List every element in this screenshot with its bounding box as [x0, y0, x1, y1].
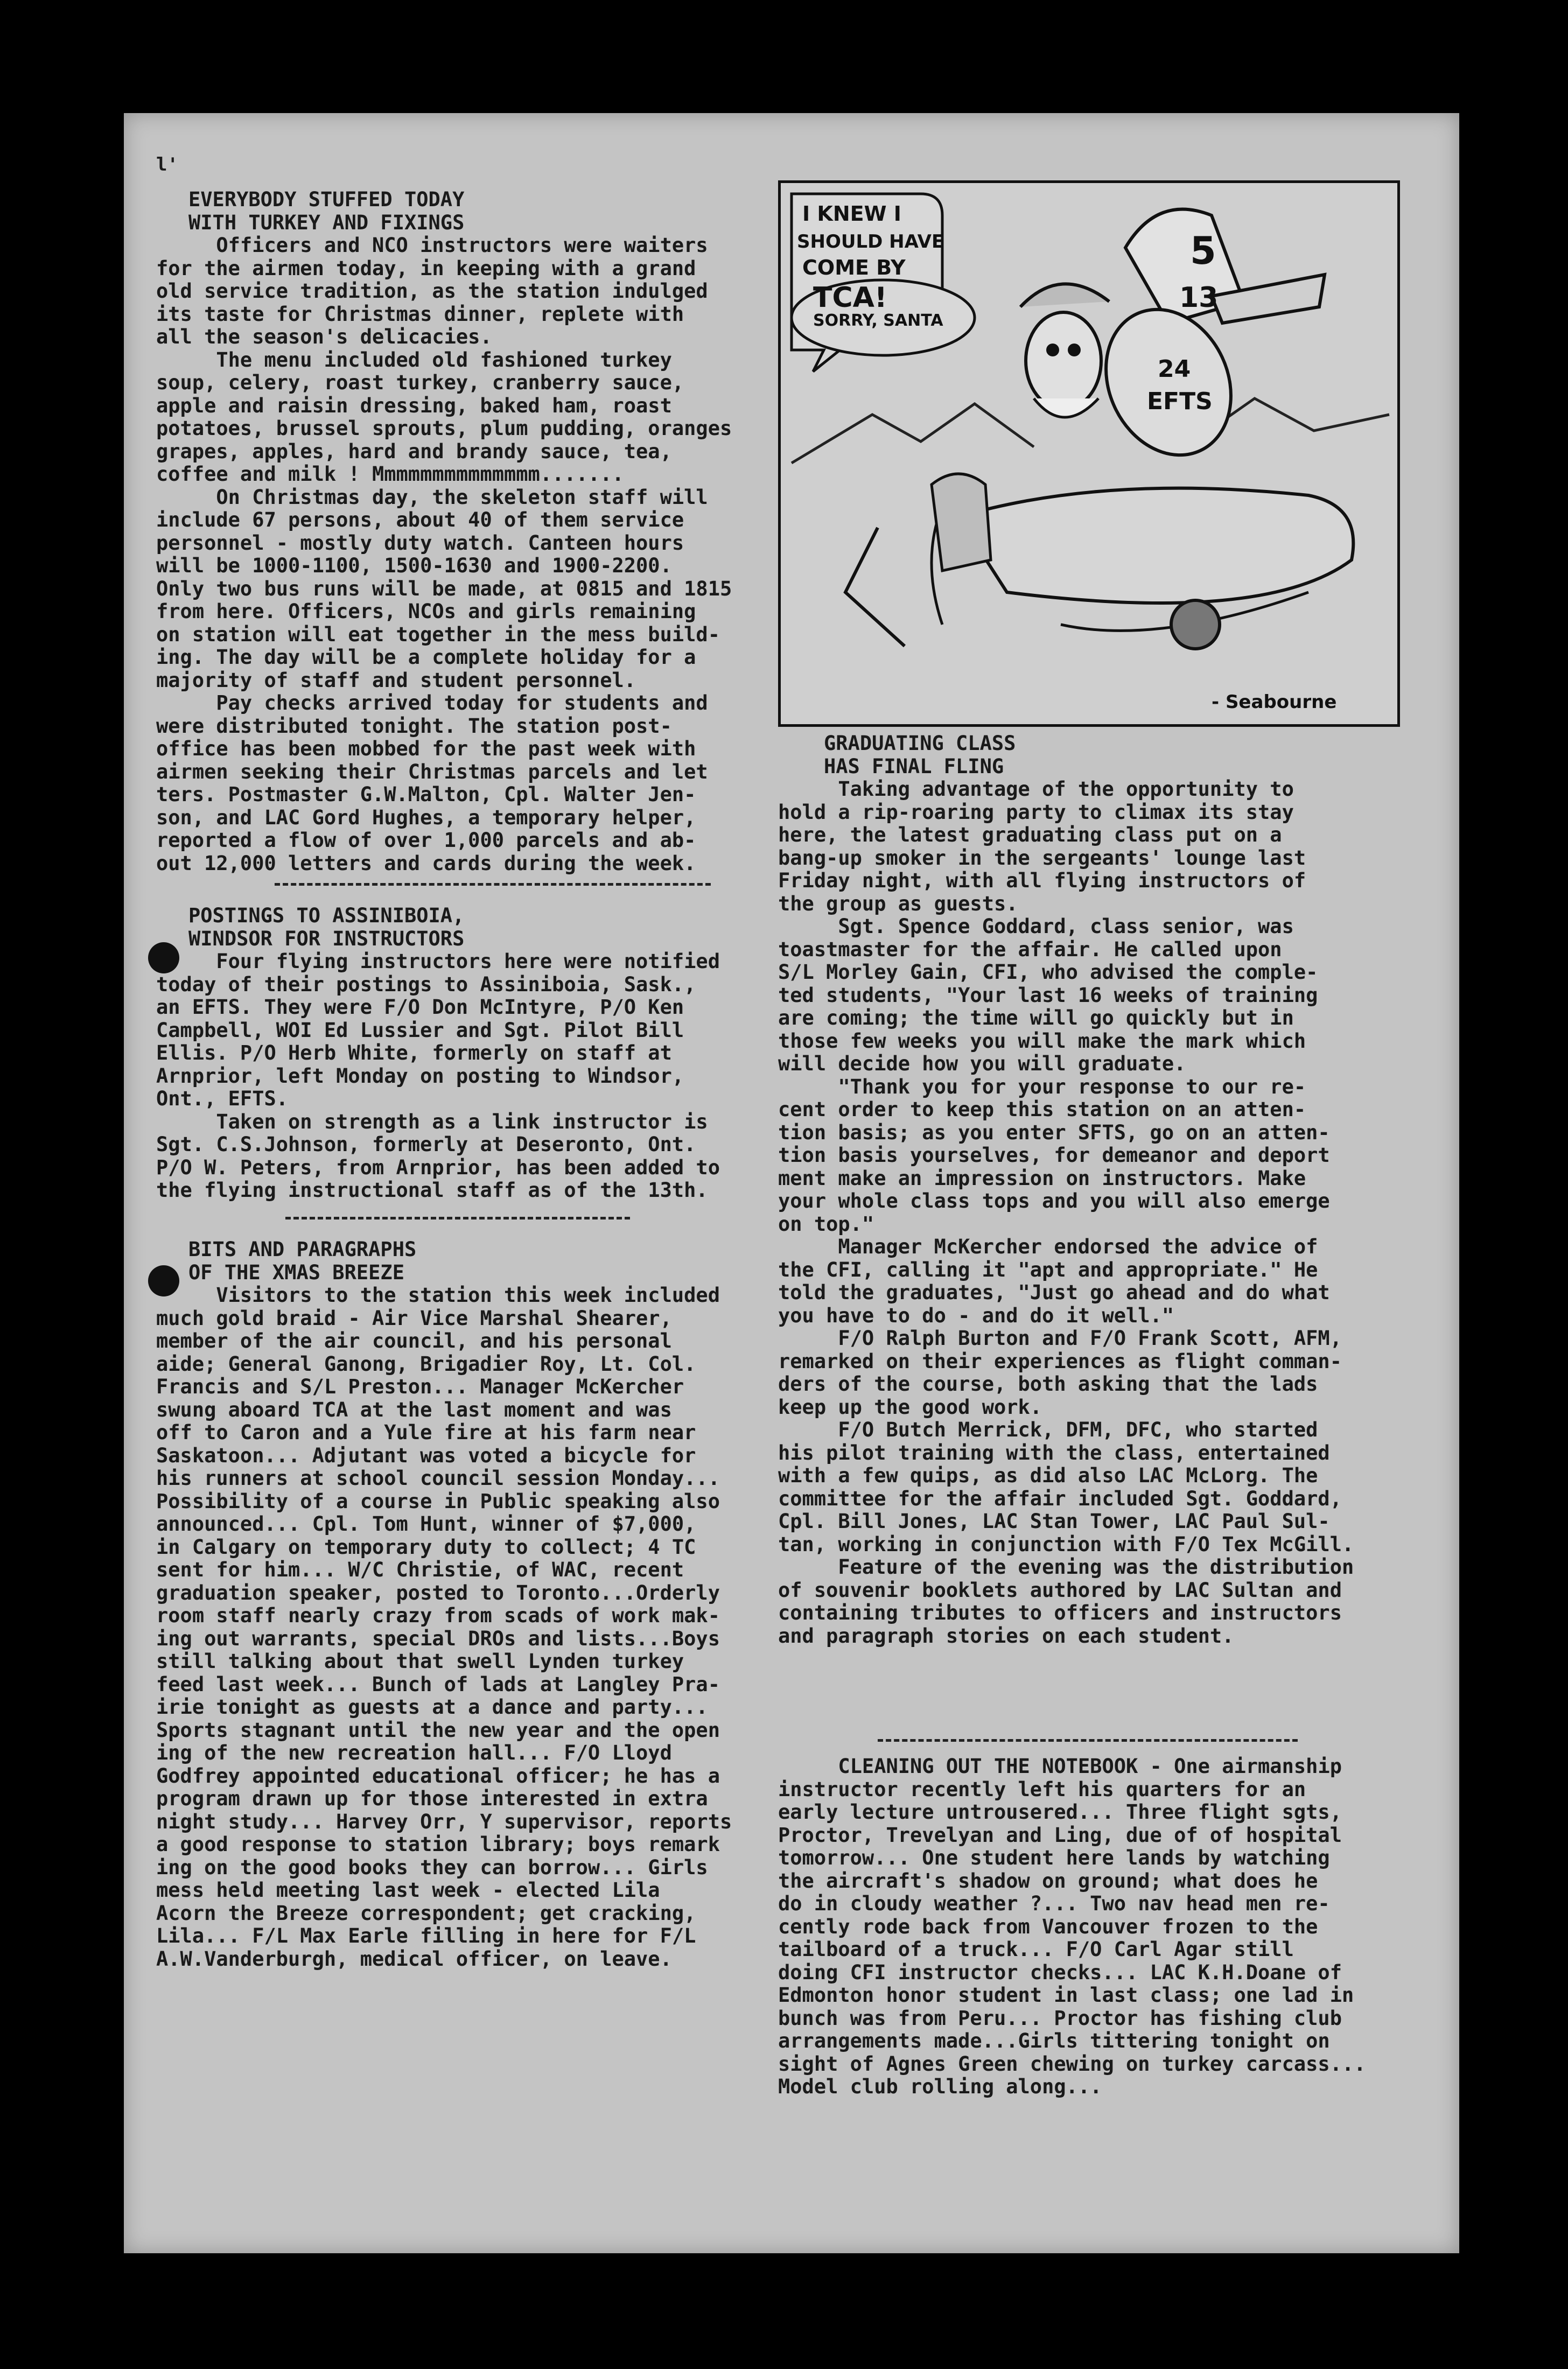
- cartoon-signature: - Seabourne: [1212, 691, 1337, 713]
- cartoon-hat-label: 5: [1190, 229, 1216, 273]
- article-bits-body: Visitors to the station this week included much gold braid - Air Vice Marshal Shearer, member of the air council, and his personal aide; General Ganong, Brigadier Roy, Lt. Col. Francis and S/L Preston... Manager McKercher swung aboard TCA at the last moment and was off to Caron and a Yule fire at his farm near Saskatoon... Adjutant was voted a bicycle for his runners at school council session Monday... Possibility of a course in Public speaking also announced... Cpl. Tom Hunt, winner of $7,000, in Calgary on temporary duty to collect; 4 TC sent for him... W/C Christie, of WAC, recent graduation speaker, posted to Toronto...Orderly room staff nearly crazy from scads of work mak- ing out warrants, special DROs and lists...Boys still talking about that swell Lynden turkey feed last week... Bunch of lads at Langley Pra- irie tonight as guests at a dance and party... Sports stagnant until the new year and the open ing of the new recreation hall... F/O Lloyd Godfrey appointed educational officer; he has a program drawn up for those interested in extra night study... Harvey Orr, Y supervisor, reports a good response to station library; boys remark ing on the good books they can borrow... Girls mess held meeting last week - elected Lila Acorn the Breeze correspondent; get cracking, Lila... F/L Max Earle filling in here for F/L A.W.Vanderburgh, medical officer, on leave.: [156, 1284, 732, 1971]
- cartoon-sack-label: 24: [1158, 355, 1191, 383]
- cartoon-bubble-line: SHOULD HAVE: [797, 231, 944, 253]
- cartoon-sack-label: EFTS: [1147, 388, 1213, 415]
- headline-turkey: EVERYBODY STUFFED TODAY WITH TURKEY AND FIXINGS: [188, 188, 465, 234]
- headline-graduating: GRADUATING CLASS HAS FINAL FLING: [824, 732, 1016, 778]
- cartoon-hat-number: 13: [1179, 282, 1219, 314]
- page-mark: l': [156, 154, 178, 176]
- divider: [878, 1739, 1298, 1742]
- headline-bits: BITS AND PARAGRAPHS OF THE XMAS BREEZE: [188, 1238, 417, 1284]
- cartoon-drawing: [781, 183, 1397, 724]
- cartoon-bubble-line: TCA!: [813, 282, 887, 314]
- newsletter-page: [124, 113, 1459, 2253]
- cartoon-bubble-line: I KNEW I: [802, 202, 901, 226]
- cartoon-panel: [778, 180, 1400, 727]
- cartoon-bubble-2: SORRY, SANTA: [813, 311, 943, 330]
- divider: [285, 1217, 630, 1219]
- article-turkey-body: Officers and NCO instructors were waiters for the airmen today, in keeping with a grand old service tradition, as the station indulged its taste for Christmas dinner, replete with all the season's delicacies. The menu included old fashioned turkey soup, celery, roast turkey, cranberry sauce, apple and raisin dressing, baked ham, roast potatoes, brussel sprouts, plum pudding, oranges grapes, apples, hard and brandy sauce, tea, coffee and milk ! Mmmmmmmmmmmmmm....... On Christmas day, the skeleton staff will include 67 persons, about 40 of them service personnel - mostly duty watch. Canteen hours will be 1000-1100, 1500-1630 and 1900-2200. Only two bus runs will be made, at 0815 and 1815 from here. Officers, NCOs and girls remaining on station will eat together in the mess build- ing. The day will be a complete holiday for a majority of staff and student personnel. Pay checks arrived today for students and were distributed tonight. The station post- office has been mobbed for the past week with airmen seeking their Christmas parcels and let ters. Postmaster G.W.Malton, Cpl. Walter Jen- son, and LAC Gord Hughes, a temporary helper, reported a flow of over 1,000 parcels and ab- out 12,000 letters and cards during the week.: [156, 234, 732, 875]
- article-notebook-body: CLEANING OUT THE NOTEBOOK - One airmanship instructor recently left his quarters for an early lecture untrousered... Three flight sgts, Proctor, Trevelyan and Ling, due of of hospital tomorrow... One student here lands by watching the aircraft's shadow on ground; what does he do in cloudy weather ?... Two nav head men re- cently rode back from Vancouver frozen to the tailboard of a truck... F/O Carl Agar still doing CFI instructor checks... LAC K.H.Doane of Edmonton honor student in last class; one lad in bunch was from Peru... Proctor has fishing club arrangements made...Girls tittering tonight on sight of Agnes Green chewing on turkey carcass... Model club rolling along...: [778, 1755, 1366, 2098]
- article-graduating-body: Taking advantage of the opportunity to hold a rip-roaring party to climax its stay here, the latest graduating class put on a bang-up smoker in the sergeants' lounge last Friday night, with all flying instructors of the group as guests. Sgt. Spence Goddard, class senior, was toastmaster for the affair. He called upon S/L Morley Gain, CFI, who advised the comple- ted students, "Your last 16 weeks of training are coming; the time will go quickly but in those few weeks you will make the mark which will decide how you will graduate. "Thank you for your response to our re- cent order to keep this station on an atten- tion basis; as you enter SFTS, go on an atten- tion basis yourselves, for demeanor and deport ment make an impression on instructors. Make your whole class tops and you will also emerge on top." Manager McKercher endorsed the advice of the CFI, calling it "apt and appropriate." He told the graduates, "Just go ahead and do what you have to do - and do it well." F/O Ralph Burton and F/O Frank Scott, AFM, remarked on their experiences as flight comman- ders of the course, both asking that the lads keep up the good work. F/O Butch Merrick, DFM, DFC, who started his pilot training with the class, entertained with a few quips, as did also LAC McLorg. The committee for the affair included Sgt. Goddard, Cpl. Bill Jones, LAC Stan Tower, LAC Paul Sul- tan, working in conjunction with F/O Tex McGill. Feature of the evening was the distribution of souvenir booklets authored by LAC Sultan and containing tributes to officers and instructors and paragraph stories on each student.: [778, 777, 1354, 1648]
- cartoon-bubble-line: COME BY: [802, 256, 906, 279]
- article-postings-body: Four flying instructors here were notified today of their postings to Assiniboia, Sask., an EFTS. They were F/O Don McIntyre, P/O Ken Campbell, WOI Ed Lussier and Sgt. Pilot Bill Ellis. P/O Herb White, formerly on staff at Arnprior, left Monday on posting to Windsor, Ont., EFTS. Taken on strength as a link instructor is Sgt. C.S.Johnson, formerly at Deseronto, Ont. P/O W. Peters, from Arnprior, has been added to the flying instructional staff as of the 13th.: [156, 950, 720, 1202]
- divider: [275, 883, 711, 886]
- headline-postings: POSTINGS TO ASSINIBOIA, WINDSOR FOR INSTRUCTORS: [188, 904, 465, 950]
